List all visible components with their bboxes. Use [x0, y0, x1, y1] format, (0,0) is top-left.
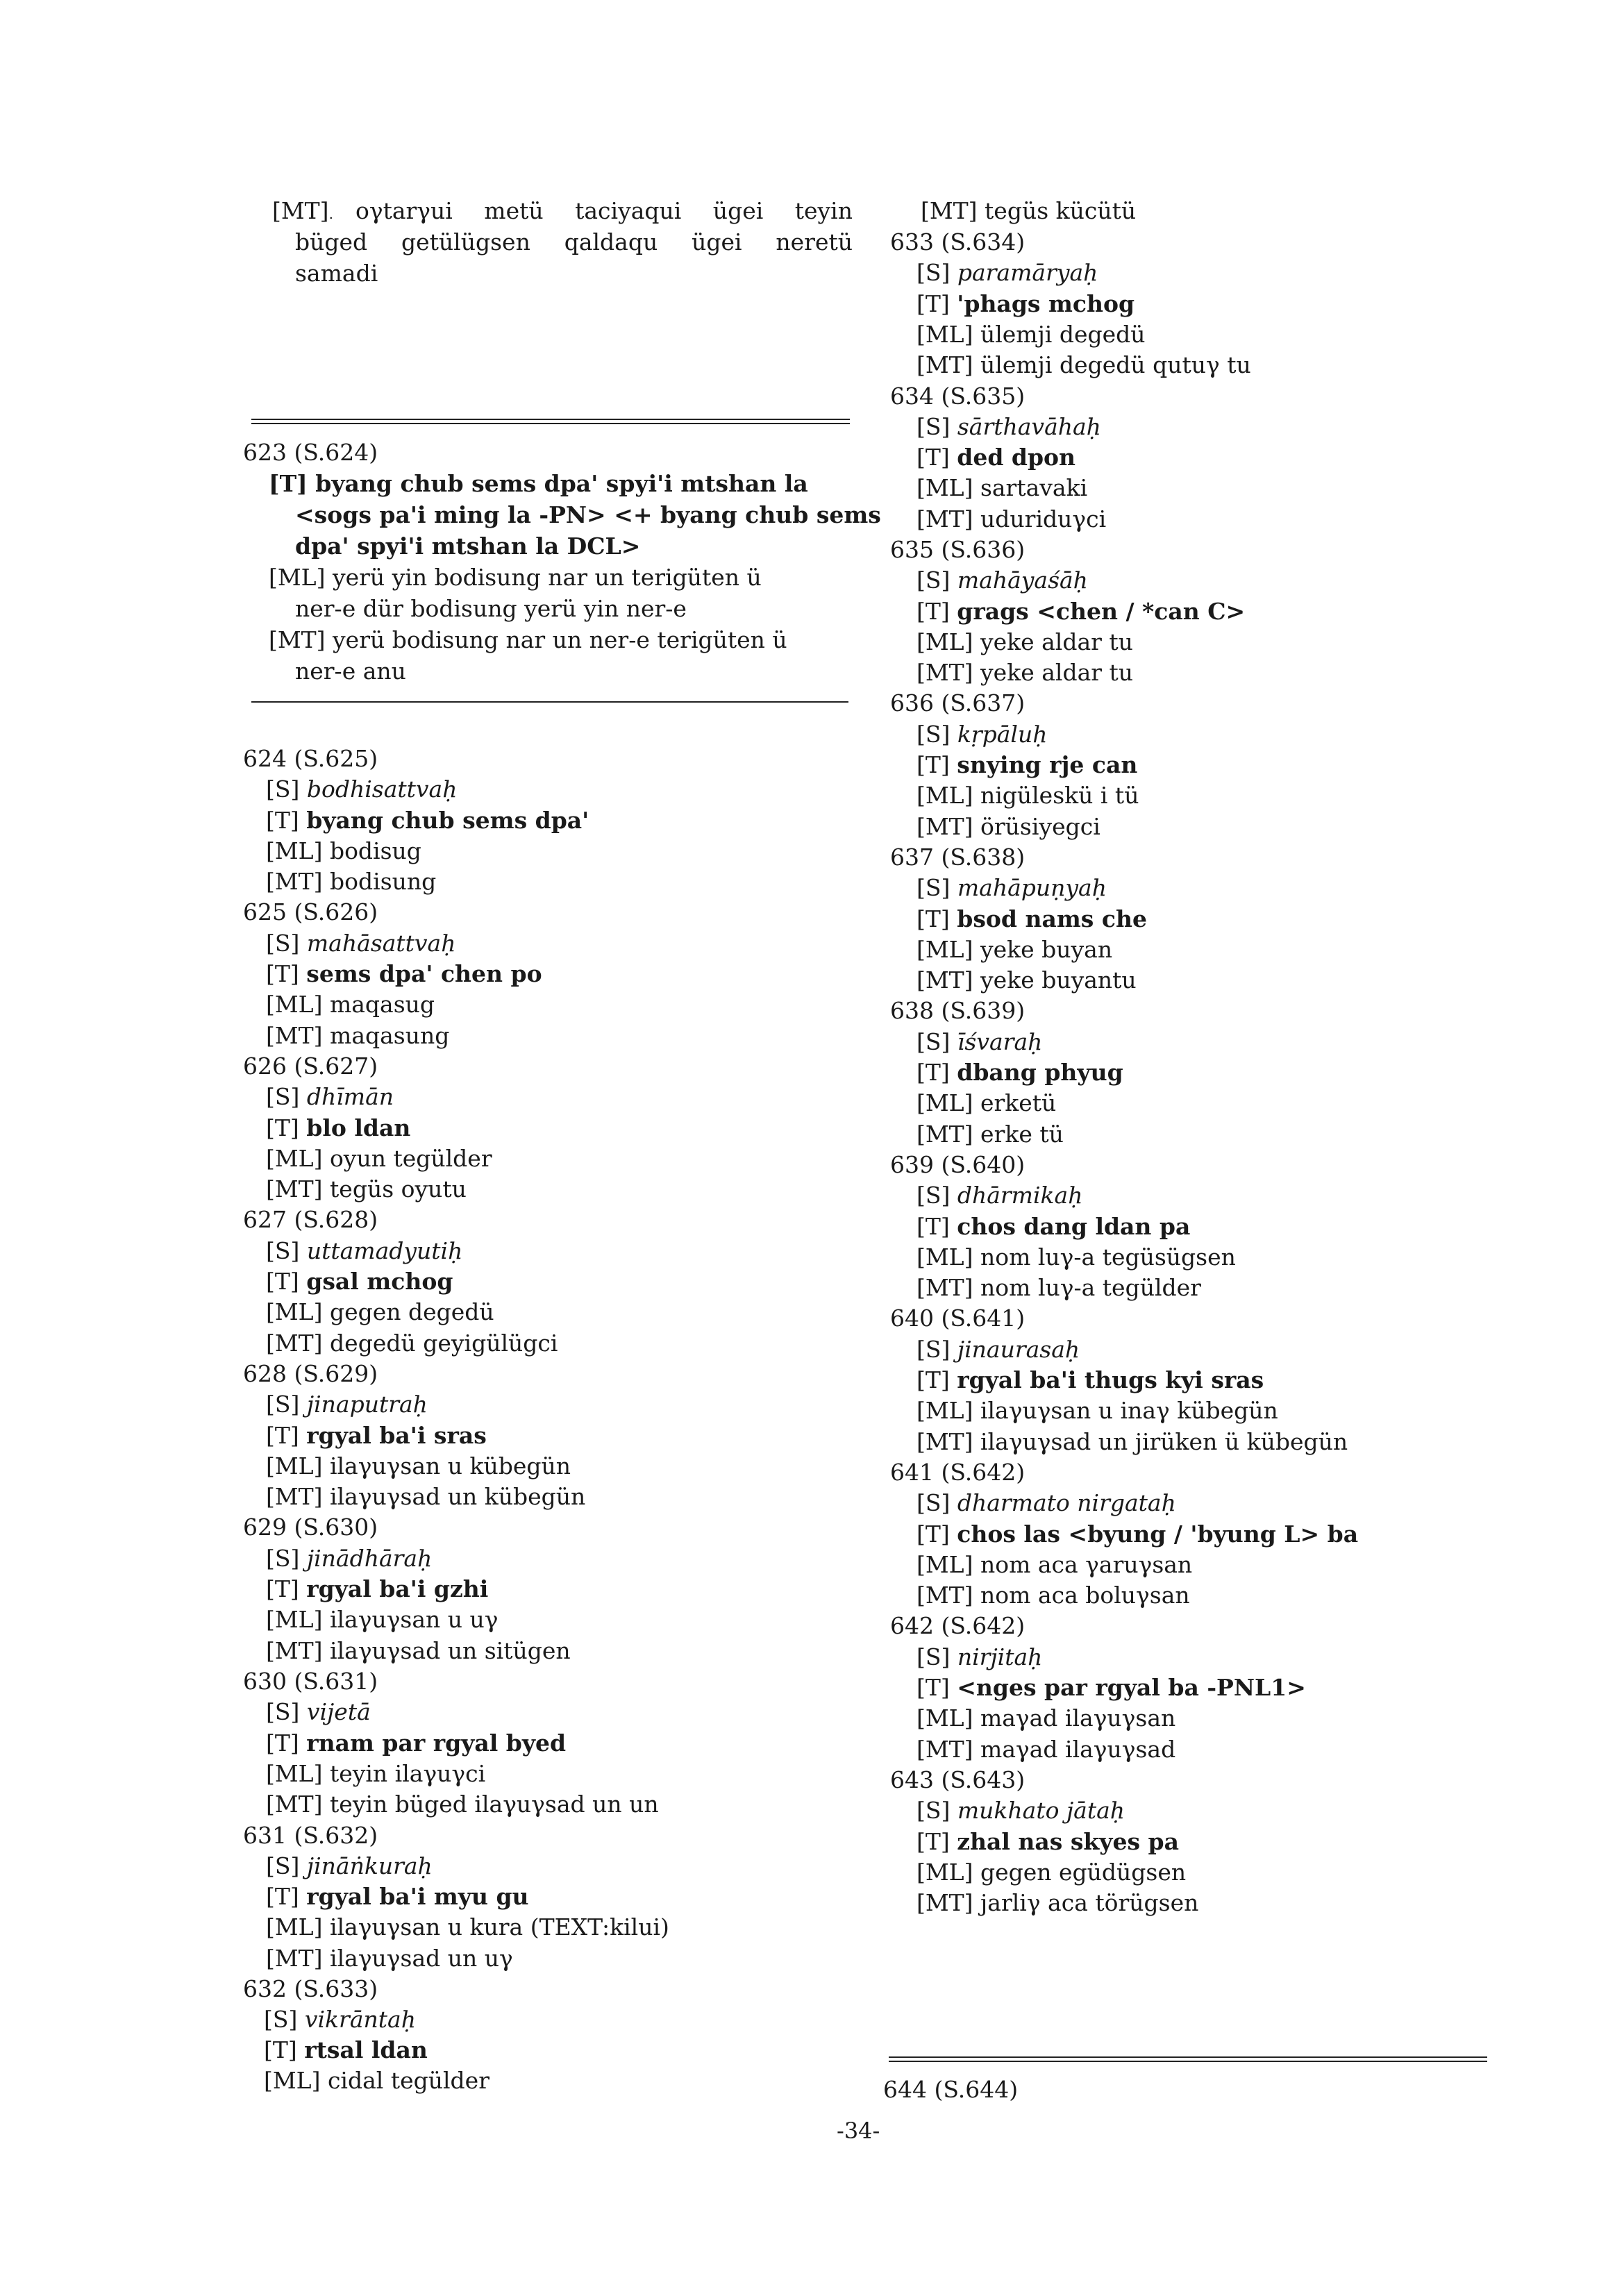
- entry-632-s-line: [264, 2004, 416, 2035]
- tibetan-term: sems dpa' chen po: [306, 960, 542, 987]
- entry-ml-line: [ML] ilaγuγsan u kura (TEXT:kilui): [266, 1913, 669, 1941]
- entry-header: 634 (S.635): [890, 383, 1026, 410]
- entry-header: 631 (S.632): [243, 1822, 378, 1849]
- t-tag: [T]: [266, 1268, 299, 1295]
- entry-mt-line: [MT] yeke aldar tu: [916, 659, 1134, 686]
- entry-t-line: [266, 805, 589, 836]
- opening-block-line3: samadi: [295, 260, 378, 287]
- entry-mt-line: [MT] tegüs oyutu: [266, 1175, 467, 1203]
- entry-t-line: [916, 750, 1137, 780]
- sanskrit-term: vikrāntaḥ: [304, 2006, 416, 2033]
- entry-mt-line: [MT] bodisung: [266, 868, 437, 895]
- entry-t-line: [916, 1365, 1264, 1396]
- entry-header: 639 (S.640): [890, 1151, 1026, 1178]
- t-tag: [T]: [266, 960, 299, 987]
- entry-mt-line: [MT] yeke buyantu: [916, 966, 1137, 994]
- entry-mt-line: [MT] ülemji degedü qutuγ tu: [916, 351, 1251, 378]
- tibetan-term: zhal nas skyes pa: [957, 1828, 1179, 1855]
- entry-s-line: [266, 1082, 394, 1112]
- entry-ml-line: [ML] maqasug: [266, 991, 435, 1018]
- tibetan-term: dbang phyug: [957, 1059, 1123, 1086]
- sanskrit-term: jinaurasaḥ: [957, 1336, 1080, 1363]
- t-tag: [T]: [916, 1828, 950, 1855]
- sanskrit-term: īśvaraḥ: [957, 1028, 1043, 1055]
- tibetan-term: rgyal ba'i thugs kyi sras: [957, 1366, 1264, 1393]
- s-tag: [S]: [266, 1391, 300, 1418]
- entry-t-line: [266, 1266, 453, 1297]
- entry-t-line: [916, 1519, 1358, 1550]
- t-tag: [T]: [916, 751, 950, 778]
- s-tag: [S]: [916, 1028, 951, 1055]
- entry-header: 638 (S.639): [890, 997, 1026, 1024]
- sanskrit-term: paramāryaḥ: [957, 259, 1098, 286]
- right-top-mt-line: [MT] tegüs kücütü: [921, 197, 1137, 224]
- entry-mt-line: [MT] ilaγuγsad un kübegün: [266, 1483, 586, 1510]
- sanskrit-term: sārthavāhaḥ: [957, 413, 1101, 440]
- entry-mt-line: [MT] örüsiyegci: [916, 813, 1100, 840]
- sanskrit-term: mahāsattvaḥ: [306, 930, 456, 957]
- s-tag: [S]: [266, 1083, 300, 1110]
- s-tag: [S]: [266, 1545, 300, 1572]
- entry-t-line: [916, 1673, 1306, 1703]
- entry-s-line: [266, 1236, 462, 1266]
- t-tag: [T]: [266, 1883, 299, 1910]
- entry-ml-line: [ML] gegen egüdügsen: [916, 1859, 1187, 1886]
- mt-tag: [MT]: [272, 197, 329, 224]
- entry-ml-line: [ML] ilaγuγsan u kübegün: [266, 1452, 571, 1480]
- t-tag: [T]: [916, 905, 950, 932]
- s-tag: [S]: [266, 930, 300, 957]
- sanskrit-term: mahāpuṇyaḥ: [957, 874, 1107, 901]
- entry-s-line: [916, 565, 1088, 596]
- entry-t-line: [916, 1827, 1179, 1857]
- entry-header-644: 644 (S.644): [883, 2076, 1019, 2103]
- entry-mt-line: [MT] nom luγ-a tegülder: [916, 1274, 1201, 1301]
- tibetan-term: chos dang ldan pa: [957, 1213, 1191, 1240]
- entry-mt-line: [MT] ilaγuγsad un jirüken ü kübegün: [916, 1428, 1348, 1455]
- entry-mt-line: [MT] ilaγuγsad un sitügen: [266, 1637, 571, 1664]
- section-divider: [251, 701, 848, 703]
- t-tag: [T]: [916, 1059, 950, 1086]
- sanskrit-term: dhīmān: [306, 1083, 394, 1110]
- entry-ml-line: [ML] nom aca γaruγsan: [916, 1551, 1193, 1578]
- entry-s-line: [916, 719, 1048, 750]
- s-tag: [S]: [266, 1852, 300, 1879]
- t-tag: [T]: [916, 444, 950, 471]
- s-tag: [S]: [916, 874, 951, 901]
- t-tag: [T]: [916, 1674, 950, 1701]
- t-tag: [T]: [266, 1114, 299, 1141]
- sanskrit-term: uttamadyutiḥ: [306, 1237, 463, 1264]
- entry-632-t-line: [264, 2035, 428, 2065]
- sanskrit-term: jinaputraḥ: [306, 1391, 428, 1418]
- entry-header: 635 (S.636): [890, 536, 1026, 563]
- s-tag: [S]: [264, 2006, 298, 2033]
- tibetan-term: rgyal ba'i myu gu: [306, 1883, 529, 1910]
- sanskrit-term: mahāyaśāḥ: [957, 567, 1088, 594]
- tibetan-term: byang chub sems dpa': [306, 807, 589, 834]
- entry-header: 627 (S.628): [243, 1206, 378, 1233]
- entry-s-line: [916, 1180, 1082, 1211]
- tibetan-term: rgyal ba'i gzhi: [306, 1575, 489, 1602]
- entry-s-line: [266, 774, 458, 805]
- s-tag: [S]: [916, 1336, 951, 1363]
- sanskrit-term: nirjitaḥ: [957, 1643, 1043, 1670]
- entry-header: 643 (S.643): [890, 1766, 1026, 1793]
- entry-mt-line: [MT] teyin büged ilaγuγsad un un: [266, 1791, 659, 1818]
- entry-t-line: [916, 442, 1075, 473]
- tibetan-term: <nges par rgyal ba -PNL1>: [957, 1674, 1306, 1701]
- tibetan-term: 'phags mchog: [957, 290, 1135, 317]
- opening-block-line1-text: oγtarγui metü taciyaqui ügei teyin: [355, 197, 853, 224]
- s-tag: [S]: [916, 259, 951, 286]
- entry-623-ml-line2: ner-e dür bodisung yerü yin ner-e: [295, 595, 687, 622]
- tibetan-term: rnam par rgyal byed: [306, 1729, 567, 1757]
- tibetan-term: rtsal ldan: [304, 2036, 428, 2063]
- entry-header-623: 623 (S.624): [243, 439, 378, 466]
- sanskrit-term: jinādhāraḥ: [306, 1545, 433, 1572]
- sanskrit-term: vijetā: [306, 1698, 371, 1725]
- entry-s-line: [916, 873, 1107, 903]
- entry-header: 628 (S.629): [243, 1360, 378, 1387]
- entry-header: 625 (S.626): [243, 898, 378, 925]
- entry-header: 636 (S.637): [890, 689, 1026, 717]
- entry-t-line: [916, 289, 1135, 319]
- entry-623-t-line3: dpa' spyi'i mtshan la DCL>: [295, 533, 641, 560]
- entry-t-line: [916, 596, 1245, 627]
- t-tag: [T]: [266, 1422, 299, 1449]
- opening-block-line1: [272, 196, 333, 229]
- tag-mark: .: [328, 206, 333, 222]
- t-tag: [T]: [916, 1520, 950, 1548]
- sanskrit-term: bodhisattvaḥ: [306, 776, 458, 803]
- s-tag: [S]: [266, 1237, 300, 1264]
- entry-623-t-line2: <sogs pa'i ming la -PN> <+ byang chub sems: [295, 501, 881, 528]
- entry-t-line: [266, 1882, 529, 1912]
- entry-header: 630 (S.631): [243, 1668, 378, 1695]
- t-tag: [T]: [916, 1213, 950, 1240]
- entry-ml-line: [ML] oyun tegülder: [266, 1145, 492, 1172]
- entry-header: 640 (S.641): [890, 1305, 1026, 1332]
- entry-mt-line: [MT] maqasung: [266, 1022, 450, 1049]
- entry-632-ml-line: [ML] cidal tegülder: [264, 2067, 489, 2094]
- entry-ml-line: [ML] nigüleskü i tü: [916, 782, 1139, 809]
- tibetan-term: snying rje can: [957, 751, 1138, 778]
- entry-t-line: [266, 1421, 487, 1451]
- s-tag: [S]: [916, 567, 951, 594]
- entry-header: 637 (S.638): [890, 844, 1026, 871]
- t-tag: [T]: [916, 290, 950, 317]
- tibetan-term: rgyal ba'i sras: [306, 1422, 487, 1449]
- entry-header: 626 (S.627): [243, 1053, 378, 1080]
- entry-t-line: [266, 1574, 488, 1604]
- t-tag: [T]: [916, 598, 950, 625]
- entry-623-ml-line1: [ML] yerü yin bodisung nar un terigüten ü: [269, 564, 762, 591]
- s-tag: [S]: [266, 1698, 300, 1725]
- s-tag: [S]: [266, 776, 300, 803]
- entry-mt-line: [MT] ilaγuγsad un uγ: [266, 1945, 513, 1972]
- entry-s-line: [916, 412, 1101, 442]
- entry-623-t-line1: [T] byang chub sems dpa' spyi'i mtshan la: [269, 470, 808, 497]
- tibetan-term: grags <chen / *can C>: [957, 598, 1246, 625]
- tibetan-term: ded dpon: [957, 444, 1076, 471]
- entry-header: 629 (S.630): [243, 1514, 378, 1541]
- entry-t-line: [916, 904, 1147, 935]
- entry-s-line: [266, 1851, 433, 1882]
- sanskrit-term: kṛpāluḥ: [957, 721, 1048, 748]
- tibetan-term: blo ldan: [306, 1114, 411, 1141]
- entry-ml-line: [ML] maγad ilaγuγsan: [916, 1704, 1176, 1732]
- entry-ml-line: [ML] yeke aldar tu: [916, 628, 1133, 655]
- entry-s-line: [916, 1488, 1176, 1518]
- entry-s-line: [916, 1642, 1042, 1673]
- entry-ml-line: [ML] ilaγuγsan u uγ: [266, 1606, 499, 1633]
- s-tag: [S]: [916, 1643, 951, 1670]
- entry-ml-line: [ML] teyin ilaγuγci: [266, 1760, 486, 1787]
- entry-header: 642 (S.642): [890, 1612, 1026, 1639]
- entry-header: 624 (S.625): [243, 745, 378, 772]
- s-tag: [S]: [916, 1182, 951, 1209]
- entry-s-line: [916, 1027, 1042, 1057]
- t-tag: [T]: [266, 1729, 299, 1757]
- s-tag: [S]: [916, 413, 951, 440]
- entry-mt-line: [MT] degedü geyigülügci: [266, 1330, 558, 1357]
- entry-t-line: [266, 959, 542, 989]
- entry-s-line: [916, 1795, 1125, 1826]
- entry-ml-line: [ML] yeke buyan: [916, 936, 1113, 963]
- entry-header: 641 (S.642): [890, 1459, 1026, 1486]
- entry-ml-line: [ML] erketü: [916, 1089, 1057, 1116]
- entry-s-line: [266, 1389, 428, 1420]
- entry-mt-line: [MT] maγad ilaγuγsad: [916, 1736, 1176, 1763]
- entry-t-line: [916, 1212, 1190, 1242]
- sanskrit-term: dharmato nirgataḥ: [957, 1489, 1176, 1516]
- entry-ml-line: [ML] ilaγuγsan u inaγ kübegün: [916, 1397, 1278, 1424]
- t-tag: [T]: [264, 2036, 297, 2063]
- s-tag: [S]: [916, 721, 951, 748]
- s-tag: [S]: [916, 1797, 951, 1824]
- tibetan-term: chos las <byung / 'byung L> ba: [957, 1520, 1359, 1548]
- entry-s-line: [266, 1543, 432, 1574]
- entry-mt-line: [MT] jarliγ aca törügsen: [916, 1889, 1199, 1916]
- entry-ml-line: [ML] nom luγ-a tegüsügsen: [916, 1243, 1236, 1271]
- entry-header-632: 632 (S.633): [243, 1975, 378, 2002]
- sanskrit-term: dhārmikaḥ: [957, 1182, 1083, 1209]
- section-divider: [251, 419, 850, 424]
- entry-623-mt-line1: [MT] yerü bodisung nar un ner-e terigüten ü: [269, 626, 787, 653]
- entry-ml-line: [ML] sartavaki: [916, 474, 1088, 501]
- entry-623-mt-line2: ner-e anu: [295, 657, 406, 685]
- section-divider: [889, 2056, 1487, 2062]
- entry-ml-line: [ML] gegen degedü: [266, 1298, 494, 1325]
- s-tag: [S]: [916, 1489, 951, 1516]
- sanskrit-term: mukhato jātaḥ: [957, 1797, 1125, 1824]
- entry-mt-line: [MT] nom aca boluγsan: [916, 1582, 1190, 1609]
- entry-t-line: [266, 1728, 566, 1759]
- entry-s-line: [916, 258, 1098, 288]
- entry-ml-line: [ML] bodisug: [266, 837, 421, 864]
- t-tag: [T]: [266, 807, 299, 834]
- entry-mt-line: [MT] erke tü: [916, 1121, 1064, 1148]
- opening-block-line2: büged getülügsen qaldaqu ügei neretü: [295, 228, 853, 255]
- sanskrit-term: jināṅkuraḥ: [306, 1852, 433, 1879]
- tibetan-term: bsod nams che: [957, 905, 1147, 932]
- entry-s-line: [266, 1697, 371, 1727]
- tibetan-term: gsal mchog: [306, 1268, 453, 1295]
- entry-s-line: [266, 928, 455, 959]
- page-number: -34-: [837, 2118, 880, 2144]
- entry-mt-line: [MT] uduriduγci: [916, 505, 1107, 533]
- t-tag: [T]: [266, 1575, 299, 1602]
- t-tag: [T]: [916, 1366, 950, 1393]
- entry-ml-line: [ML] ülemji degedü: [916, 321, 1146, 348]
- entry-t-line: [266, 1113, 410, 1143]
- entry-header: 633 (S.634): [890, 228, 1026, 255]
- entry-s-line: [916, 1334, 1080, 1365]
- entry-t-line: [916, 1057, 1123, 1088]
